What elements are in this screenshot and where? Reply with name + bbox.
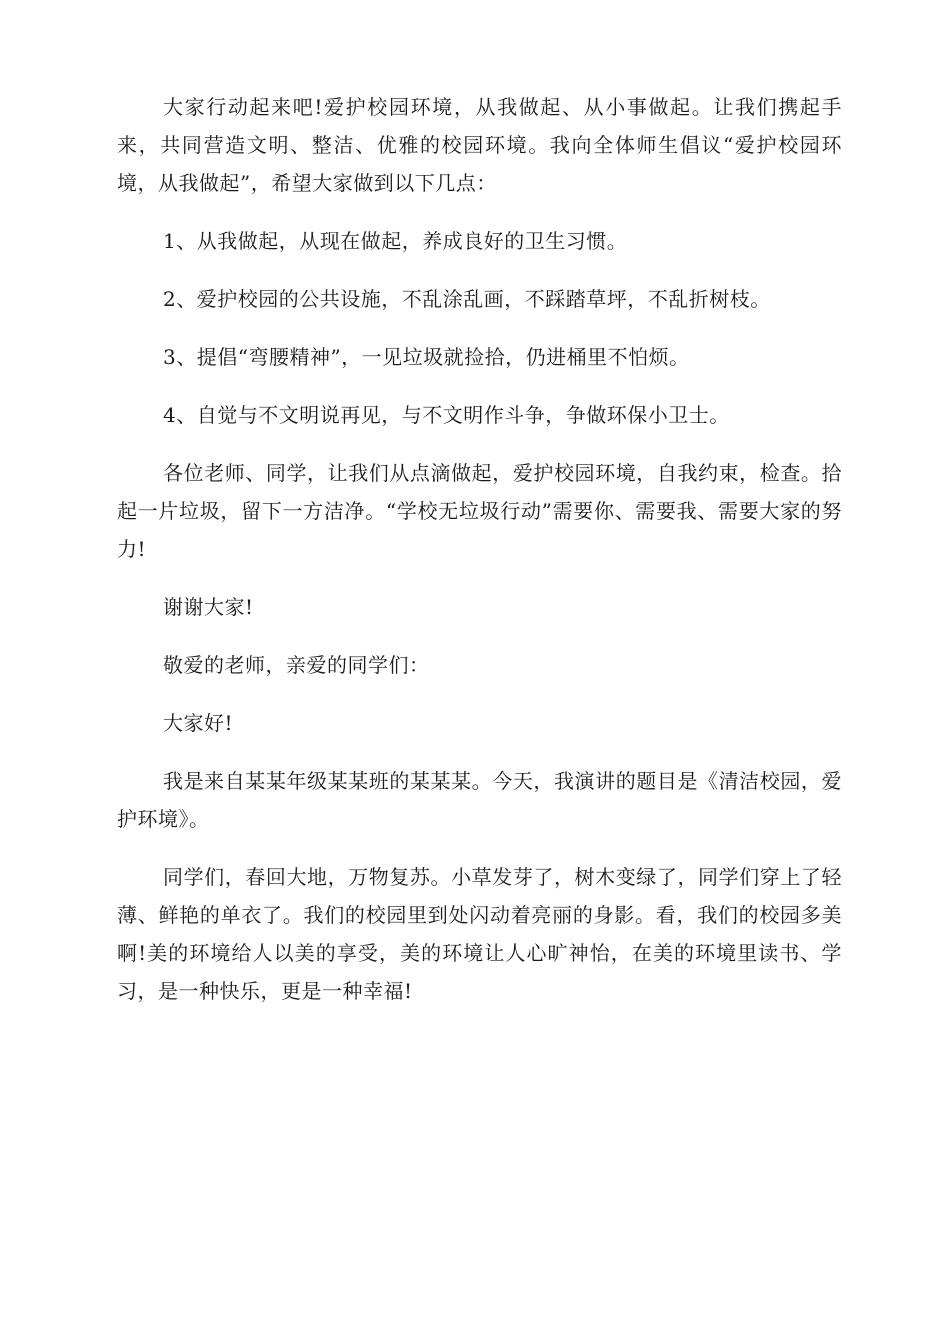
paragraph-greeting: 大家好! [163,711,234,735]
paragraph-thanks: 谢谢大家! [163,595,254,619]
paragraph-appeal: 各位老师、同学，让我们从点滴做起，爱护校园环境，自我约束，检查。拾起一片垃圾，留下一方洁净。“学校无垃圾行动”需要你、需要我、需要大家的努力! [117,461,842,561]
list-item-3: 3、提倡“弯腰精神”，一见垃圾就捡拾，仍进桶里不怕烦。 [163,345,690,369]
paragraph-salutation: 敬爱的老师，亲爱的同学们： [163,653,430,677]
paragraph-spring: 同学们，春回大地，万物复苏。小草发芽了，树木变绿了，同学们穿上了轻薄、鲜艳的单衣了。我们的校园里到处闪动着亮丽的身影。看，我们的校园多美啊!美的环境给人以美的享受，美的环境让人心旷神怡，在美的环境里读书、学习，是一种快乐，更是一种幸福! [117,865,842,1003]
list-item-1: 1、从我做起，从现在做起，养成良好的卫生习惯。 [163,229,628,253]
document-body [117,88,842,1030]
paragraph-call-to-action: 大家行动起来吧!爱护校园环境，从我做起、从小事做起。让我们携起手来，共同营造文明、整洁、优雅的校园环境。我向全体师生倡议“爱护校园环境，从我做起”，希望大家做到以下几点： [117,95,842,195]
list-item-2: 2、爱护校园的公共设施，不乱涂乱画，不踩踏草坪，不乱折树枝。 [163,287,771,311]
list-item-4: 4、自觉与不文明说再见，与不文明作斗争，争做环保小卫士。 [163,403,730,427]
paragraph-introduction: 我是来自某某年级某某班的某某某。今天，我演讲的题目是《清洁校园，爱护环境》。 [117,769,842,831]
